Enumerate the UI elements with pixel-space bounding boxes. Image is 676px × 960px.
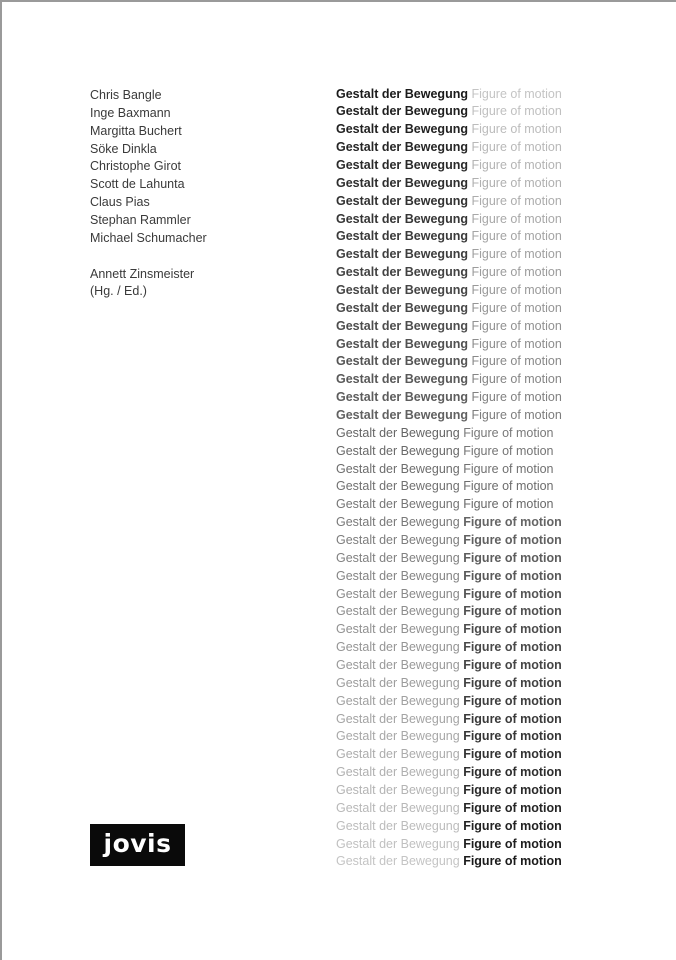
title-row (336, 764, 562, 782)
title-row (336, 853, 562, 871)
title-row (336, 603, 562, 621)
title-german: Gestalt der Bewegung (336, 550, 460, 565)
title-english: Figure of motion (463, 658, 562, 672)
title-english: Figure of motion (463, 497, 554, 512)
title-english: Figure of motion (471, 247, 562, 262)
title-row (336, 336, 562, 354)
title-row (336, 425, 562, 443)
title-english: Figure of motion (463, 693, 562, 708)
title-row (336, 496, 562, 514)
title-german: Gestalt der Bewegung (336, 658, 460, 672)
title-german: Gestalt der Bewegung (336, 336, 468, 351)
title-german: Gestalt der Bewegung (336, 443, 460, 458)
title-german: Gestalt der Bewegung (336, 479, 460, 494)
title-german: Gestalt der Bewegung (336, 693, 460, 708)
title-row (336, 800, 562, 818)
title-row (336, 103, 562, 121)
title-german: Gestalt der Bewegung (336, 425, 460, 440)
publisher-logo (90, 824, 185, 866)
title-english: Figure of motion (471, 229, 562, 244)
author-name: Claus Pias (90, 195, 150, 210)
title-german: Gestalt der Bewegung (336, 265, 468, 280)
title-german: Gestalt der Bewegung (336, 157, 468, 172)
title-row (336, 211, 562, 229)
title-row (336, 711, 562, 729)
title-english: Figure of motion (471, 265, 562, 280)
publisher-logo-text: jovis (103, 829, 172, 858)
title-english: Figure of motion (471, 193, 562, 208)
title-german: Gestalt der Bewegung (336, 193, 468, 208)
author-name: Söke Dinkla (90, 141, 157, 156)
title-german: Gestalt der Bewegung (336, 515, 460, 530)
title-english: Figure of motion (463, 818, 562, 833)
title-row (336, 157, 562, 175)
title-row (336, 532, 562, 550)
title-german: Gestalt der Bewegung (336, 675, 460, 690)
title-german: Gestalt der Bewegung (336, 497, 460, 512)
title-german: Gestalt der Bewegung (336, 354, 468, 369)
title-german: Gestalt der Bewegung (336, 282, 468, 297)
title-german: Gestalt der Bewegung (336, 836, 460, 851)
author-name: Margitta Buchert (90, 123, 182, 138)
editor-block (90, 266, 207, 302)
title-german: Gestalt der Bewegung (336, 765, 460, 780)
title-english: Figure of motion (463, 836, 562, 851)
title-german: Gestalt der Bewegung (336, 407, 468, 422)
title-row (336, 675, 562, 693)
title-row (336, 514, 562, 532)
title-row (336, 443, 562, 461)
title-german: Gestalt der Bewegung (336, 175, 468, 190)
title-gradient-list (336, 86, 562, 872)
title-row (336, 175, 562, 193)
title-english: Figure of motion (471, 390, 562, 405)
title-german: Gestalt der Bewegung (336, 640, 460, 655)
title-row (336, 461, 562, 479)
title-german: Gestalt der Bewegung (336, 568, 460, 583)
title-row (336, 586, 562, 604)
title-german: Gestalt der Bewegung (336, 104, 468, 119)
title-row (336, 282, 562, 300)
title-english: Figure of motion (463, 711, 562, 726)
title-german: Gestalt der Bewegung (336, 604, 460, 619)
author-name: Christophe Girot (90, 159, 182, 174)
title-row (336, 746, 562, 764)
title-english: Figure of motion (471, 175, 562, 190)
title-row (336, 657, 562, 675)
title-row (336, 836, 562, 854)
title-row (336, 371, 562, 389)
editor-role: (Hg. / Ed.) (90, 284, 147, 299)
title-row (336, 782, 562, 800)
title-english: Figure of motion (463, 425, 554, 440)
title-english: Figure of motion (463, 461, 554, 476)
title-german: Gestalt der Bewegung (336, 622, 460, 637)
title-german: Gestalt der Bewegung (336, 211, 468, 226)
title-row (336, 389, 562, 407)
title-german: Gestalt der Bewegung (336, 729, 460, 744)
title-german: Gestalt der Bewegung (336, 711, 460, 726)
title-english: Figure of motion (463, 675, 562, 690)
title-english: Figure of motion (463, 532, 562, 547)
title-english: Figure of motion (463, 854, 562, 869)
title-english: Figure of motion (463, 622, 562, 637)
title-english: Figure of motion (471, 372, 562, 387)
title-german: Gestalt der Bewegung (336, 86, 468, 101)
title-german: Gestalt der Bewegung (336, 140, 468, 155)
title-row (336, 193, 562, 211)
title-english: Figure of motion (463, 765, 562, 780)
title-row (336, 139, 562, 157)
title-row (336, 550, 562, 568)
title-english: Figure of motion (471, 122, 562, 137)
title-english: Figure of motion (463, 443, 554, 458)
author-name: Michael Schumacher (90, 230, 207, 245)
title-english: Figure of motion (463, 729, 562, 744)
title-german: Gestalt der Bewegung (336, 300, 468, 315)
title-english: Figure of motion (463, 640, 562, 655)
title-english: Figure of motion (463, 747, 562, 762)
title-german: Gestalt der Bewegung (336, 372, 468, 387)
author-name: Scott de Lahunta (90, 177, 185, 192)
title-german: Gestalt der Bewegung (336, 800, 460, 815)
author-name: Stephan Rammler (90, 213, 191, 228)
title-row (336, 407, 562, 425)
title-row (336, 300, 562, 318)
title-german: Gestalt der Bewegung (336, 247, 468, 262)
title-english: Figure of motion (471, 318, 562, 333)
title-row (336, 264, 562, 282)
title-german: Gestalt der Bewegung (336, 747, 460, 762)
author-name: Inge Baxmann (90, 105, 171, 120)
title-german: Gestalt der Bewegung (336, 229, 468, 244)
title-english: Figure of motion (471, 407, 562, 422)
title-english: Figure of motion (471, 86, 562, 101)
title-row (336, 478, 562, 496)
title-german: Gestalt der Bewegung (336, 532, 460, 547)
title-german: Gestalt der Bewegung (336, 390, 468, 405)
title-row (336, 318, 562, 336)
title-english: Figure of motion (463, 515, 562, 530)
title-english: Figure of motion (471, 354, 562, 369)
title-english: Figure of motion (463, 783, 562, 798)
title-english: Figure of motion (463, 604, 562, 619)
title-german: Gestalt der Bewegung (336, 854, 460, 869)
title-english: Figure of motion (471, 282, 562, 297)
title-english: Figure of motion (471, 211, 562, 226)
author-name: Chris Bangle (90, 88, 162, 102)
title-english: Figure of motion (471, 300, 562, 315)
title-german: Gestalt der Bewegung (336, 122, 468, 137)
title-english: Figure of motion (463, 550, 562, 565)
title-row (336, 246, 562, 264)
title-english: Figure of motion (471, 336, 562, 351)
title-row (336, 228, 562, 246)
title-english: Figure of motion (471, 140, 562, 155)
title-row (336, 639, 562, 657)
title-row (336, 728, 562, 746)
title-german: Gestalt der Bewegung (336, 318, 468, 333)
title-german: Gestalt der Bewegung (336, 818, 460, 833)
title-row (336, 86, 562, 104)
title-row (336, 693, 562, 711)
title-german: Gestalt der Bewegung (336, 586, 460, 601)
editor-name: Annett Zinsmeister (90, 266, 195, 281)
title-row (336, 353, 562, 371)
title-english: Figure of motion (471, 104, 562, 119)
title-english: Figure of motion (471, 157, 562, 172)
title-row (336, 818, 562, 836)
title-german: Gestalt der Bewegung (336, 783, 460, 798)
title-english: Figure of motion (463, 800, 562, 815)
title-row (336, 121, 562, 139)
title-english: Figure of motion (463, 568, 562, 583)
title-row (336, 568, 562, 586)
title-english: Figure of motion (463, 479, 554, 494)
title-english: Figure of motion (463, 586, 562, 601)
title-row (336, 621, 562, 639)
title-german: Gestalt der Bewegung (336, 461, 460, 476)
author-list (90, 87, 207, 301)
